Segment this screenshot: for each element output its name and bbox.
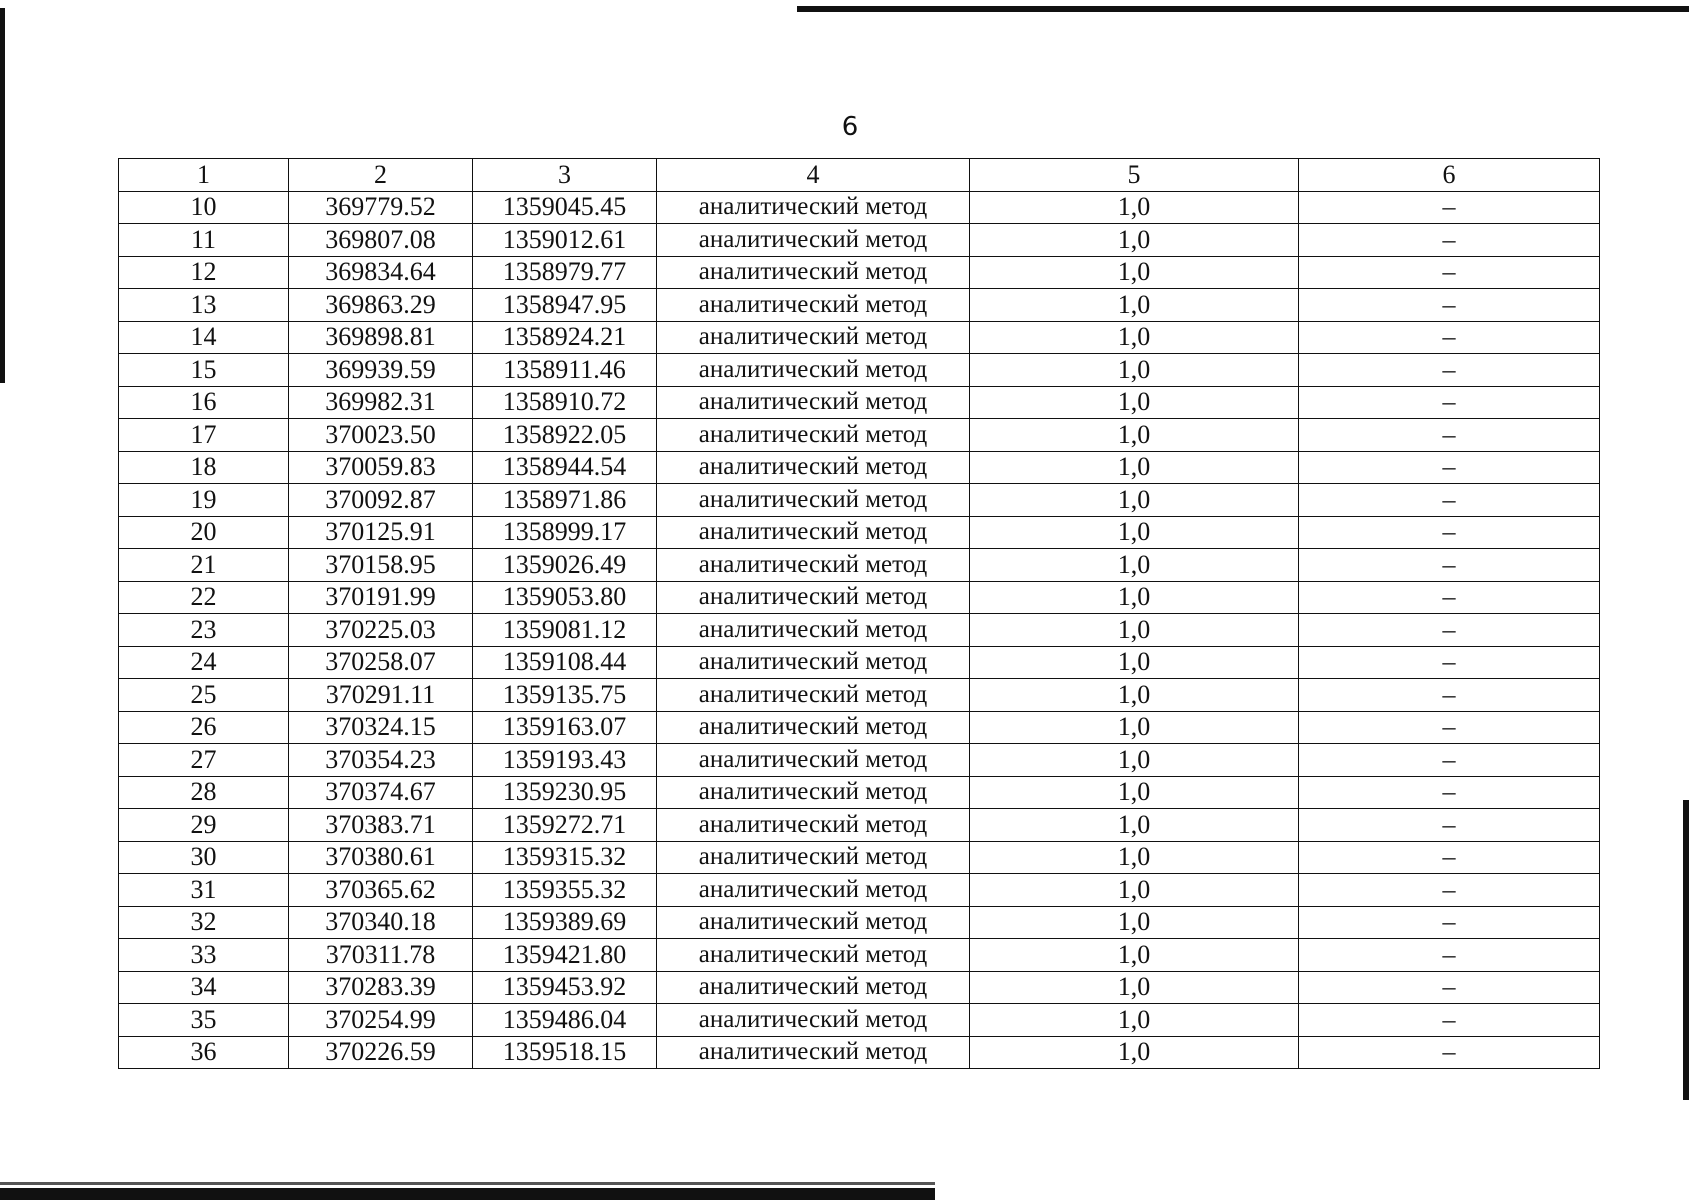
- x-coordinate-cell: 369834.64: [289, 256, 473, 289]
- accuracy-cell: 1,0: [970, 744, 1299, 777]
- method-cell: аналитический метод: [657, 289, 970, 322]
- accuracy-cell: 1,0: [970, 776, 1299, 809]
- method-cell: аналитический метод: [657, 1036, 970, 1069]
- point-number-cell: 27: [119, 744, 289, 777]
- accuracy-cell: 1,0: [970, 971, 1299, 1004]
- table-row: [119, 679, 1600, 712]
- table-row: [119, 289, 1600, 322]
- point-number-cell: 10: [119, 191, 289, 224]
- method-cell: аналитический метод: [657, 484, 970, 517]
- x-coordinate-cell: 370324.15: [289, 711, 473, 744]
- accuracy-cell: 1,0: [970, 484, 1299, 517]
- x-coordinate-cell: 369863.29: [289, 289, 473, 322]
- accuracy-cell: 1,0: [970, 906, 1299, 939]
- table-row: [119, 354, 1600, 387]
- note-cell: –: [1299, 516, 1600, 549]
- point-number-cell: 30: [119, 841, 289, 874]
- point-number-cell: 21: [119, 549, 289, 582]
- table-row: [119, 971, 1600, 1004]
- note-cell: –: [1299, 809, 1600, 842]
- y-coordinate-cell: 1358924.21: [473, 321, 657, 354]
- column-header: 4: [657, 159, 970, 192]
- y-coordinate-cell: 1359108.44: [473, 646, 657, 679]
- table-row: [119, 939, 1600, 972]
- accuracy-cell: 1,0: [970, 679, 1299, 712]
- accuracy-cell: 1,0: [970, 1036, 1299, 1069]
- note-cell: –: [1299, 906, 1600, 939]
- scan-edge-top: [797, 6, 1689, 12]
- scan-edge-left: [0, 8, 5, 383]
- column-header: 5: [970, 159, 1299, 192]
- point-number-cell: 18: [119, 451, 289, 484]
- y-coordinate-cell: 1359053.80: [473, 581, 657, 614]
- point-number-cell: 33: [119, 939, 289, 972]
- point-number-cell: 14: [119, 321, 289, 354]
- column-header: 6: [1299, 159, 1600, 192]
- table-row: [119, 224, 1600, 257]
- table-row: [119, 776, 1600, 809]
- method-cell: аналитический метод: [657, 614, 970, 647]
- method-cell: аналитический метод: [657, 386, 970, 419]
- note-cell: –: [1299, 224, 1600, 257]
- y-coordinate-cell: 1359389.69: [473, 906, 657, 939]
- note-cell: –: [1299, 191, 1600, 224]
- accuracy-cell: 1,0: [970, 614, 1299, 647]
- table-row: [119, 646, 1600, 679]
- x-coordinate-cell: 370191.99: [289, 581, 473, 614]
- table-header-row: [119, 159, 1600, 192]
- x-coordinate-cell: 370059.83: [289, 451, 473, 484]
- method-cell: аналитический метод: [657, 874, 970, 907]
- table-row: [119, 516, 1600, 549]
- point-number-cell: 31: [119, 874, 289, 907]
- x-coordinate-cell: 369807.08: [289, 224, 473, 257]
- coordinates-table: [118, 158, 1600, 1069]
- y-coordinate-cell: 1359012.61: [473, 224, 657, 257]
- note-cell: –: [1299, 451, 1600, 484]
- x-coordinate-cell: 369939.59: [289, 354, 473, 387]
- x-coordinate-cell: 370225.03: [289, 614, 473, 647]
- y-coordinate-cell: 1359272.71: [473, 809, 657, 842]
- method-cell: аналитический метод: [657, 516, 970, 549]
- method-cell: аналитический метод: [657, 971, 970, 1004]
- note-cell: –: [1299, 1004, 1600, 1037]
- method-cell: аналитический метод: [657, 354, 970, 387]
- accuracy-cell: 1,0: [970, 354, 1299, 387]
- x-coordinate-cell: 370226.59: [289, 1036, 473, 1069]
- y-coordinate-cell: 1358971.86: [473, 484, 657, 517]
- x-coordinate-cell: 370340.18: [289, 906, 473, 939]
- y-coordinate-cell: 1359026.49: [473, 549, 657, 582]
- note-cell: –: [1299, 354, 1600, 387]
- note-cell: –: [1299, 256, 1600, 289]
- table-row: [119, 256, 1600, 289]
- note-cell: –: [1299, 484, 1600, 517]
- note-cell: –: [1299, 1036, 1600, 1069]
- point-number-cell: 13: [119, 289, 289, 322]
- y-coordinate-cell: 1358979.77: [473, 256, 657, 289]
- method-cell: аналитический метод: [657, 711, 970, 744]
- point-number-cell: 22: [119, 581, 289, 614]
- note-cell: –: [1299, 841, 1600, 874]
- method-cell: аналитический метод: [657, 744, 970, 777]
- note-cell: –: [1299, 614, 1600, 647]
- point-number-cell: 32: [119, 906, 289, 939]
- note-cell: –: [1299, 581, 1600, 614]
- x-coordinate-cell: 370383.71: [289, 809, 473, 842]
- table-row: [119, 321, 1600, 354]
- method-cell: аналитический метод: [657, 939, 970, 972]
- point-number-cell: 25: [119, 679, 289, 712]
- x-coordinate-cell: 370125.91: [289, 516, 473, 549]
- point-number-cell: 19: [119, 484, 289, 517]
- x-coordinate-cell: 370158.95: [289, 549, 473, 582]
- point-number-cell: 12: [119, 256, 289, 289]
- table-row: [119, 451, 1600, 484]
- y-coordinate-cell: 1359421.80: [473, 939, 657, 972]
- accuracy-cell: 1,0: [970, 191, 1299, 224]
- x-coordinate-cell: 370380.61: [289, 841, 473, 874]
- accuracy-cell: 1,0: [970, 516, 1299, 549]
- y-coordinate-cell: 1359355.32: [473, 874, 657, 907]
- y-coordinate-cell: 1358947.95: [473, 289, 657, 322]
- method-cell: аналитический метод: [657, 191, 970, 224]
- table-row: [119, 874, 1600, 907]
- table-row: [119, 614, 1600, 647]
- y-coordinate-cell: 1359315.32: [473, 841, 657, 874]
- accuracy-cell: 1,0: [970, 256, 1299, 289]
- scan-edge-bottom-thin: [0, 1182, 935, 1185]
- note-cell: –: [1299, 386, 1600, 419]
- note-cell: –: [1299, 289, 1600, 322]
- y-coordinate-cell: 1359135.75: [473, 679, 657, 712]
- table-row: [119, 419, 1600, 452]
- table-row: [119, 581, 1600, 614]
- accuracy-cell: 1,0: [970, 419, 1299, 452]
- table-row: [119, 841, 1600, 874]
- table-row: [119, 744, 1600, 777]
- method-cell: аналитический метод: [657, 776, 970, 809]
- y-coordinate-cell: 1358910.72: [473, 386, 657, 419]
- point-number-cell: 35: [119, 1004, 289, 1037]
- accuracy-cell: 1,0: [970, 646, 1299, 679]
- table-row: [119, 906, 1600, 939]
- table-row: [119, 711, 1600, 744]
- x-coordinate-cell: 370258.07: [289, 646, 473, 679]
- accuracy-cell: 1,0: [970, 289, 1299, 322]
- method-cell: аналитический метод: [657, 321, 970, 354]
- x-coordinate-cell: 370291.11: [289, 679, 473, 712]
- y-coordinate-cell: 1359045.45: [473, 191, 657, 224]
- method-cell: аналитический метод: [657, 256, 970, 289]
- y-coordinate-cell: 1359230.95: [473, 776, 657, 809]
- x-coordinate-cell: 370354.23: [289, 744, 473, 777]
- table-row: [119, 549, 1600, 582]
- table-row: [119, 484, 1600, 517]
- y-coordinate-cell: 1359453.92: [473, 971, 657, 1004]
- note-cell: –: [1299, 679, 1600, 712]
- method-cell: аналитический метод: [657, 1004, 970, 1037]
- note-cell: –: [1299, 321, 1600, 354]
- point-number-cell: 28: [119, 776, 289, 809]
- note-cell: –: [1299, 874, 1600, 907]
- accuracy-cell: 1,0: [970, 809, 1299, 842]
- y-coordinate-cell: 1358944.54: [473, 451, 657, 484]
- accuracy-cell: 1,0: [970, 321, 1299, 354]
- point-number-cell: 23: [119, 614, 289, 647]
- accuracy-cell: 1,0: [970, 711, 1299, 744]
- column-header: 3: [473, 159, 657, 192]
- accuracy-cell: 1,0: [970, 581, 1299, 614]
- method-cell: аналитический метод: [657, 679, 970, 712]
- method-cell: аналитический метод: [657, 419, 970, 452]
- method-cell: аналитический метод: [657, 549, 970, 582]
- x-coordinate-cell: 369982.31: [289, 386, 473, 419]
- point-number-cell: 24: [119, 646, 289, 679]
- accuracy-cell: 1,0: [970, 386, 1299, 419]
- accuracy-cell: 1,0: [970, 874, 1299, 907]
- method-cell: аналитический метод: [657, 646, 970, 679]
- table-row: [119, 191, 1600, 224]
- y-coordinate-cell: 1358911.46: [473, 354, 657, 387]
- column-header: 1: [119, 159, 289, 192]
- x-coordinate-cell: 370092.87: [289, 484, 473, 517]
- y-coordinate-cell: 1359486.04: [473, 1004, 657, 1037]
- x-coordinate-cell: 370311.78: [289, 939, 473, 972]
- table-row: [119, 1004, 1600, 1037]
- point-number-cell: 16: [119, 386, 289, 419]
- y-coordinate-cell: 1359081.12: [473, 614, 657, 647]
- column-header: 2: [289, 159, 473, 192]
- point-number-cell: 15: [119, 354, 289, 387]
- x-coordinate-cell: 370023.50: [289, 419, 473, 452]
- y-coordinate-cell: 1359518.15: [473, 1036, 657, 1069]
- method-cell: аналитический метод: [657, 906, 970, 939]
- accuracy-cell: 1,0: [970, 1004, 1299, 1037]
- x-coordinate-cell: 370283.39: [289, 971, 473, 1004]
- x-coordinate-cell: 369898.81: [289, 321, 473, 354]
- y-coordinate-cell: 1359193.43: [473, 744, 657, 777]
- accuracy-cell: 1,0: [970, 224, 1299, 257]
- accuracy-cell: 1,0: [970, 841, 1299, 874]
- point-number-cell: 20: [119, 516, 289, 549]
- page-number: 6: [841, 112, 859, 142]
- table-row: [119, 1036, 1600, 1069]
- y-coordinate-cell: 1359163.07: [473, 711, 657, 744]
- x-coordinate-cell: 370374.67: [289, 776, 473, 809]
- note-cell: –: [1299, 939, 1600, 972]
- point-number-cell: 17: [119, 419, 289, 452]
- note-cell: –: [1299, 549, 1600, 582]
- note-cell: –: [1299, 744, 1600, 777]
- point-number-cell: 11: [119, 224, 289, 257]
- point-number-cell: 26: [119, 711, 289, 744]
- scan-edge-right: [1683, 800, 1689, 1100]
- point-number-cell: 36: [119, 1036, 289, 1069]
- table-row: [119, 386, 1600, 419]
- note-cell: –: [1299, 646, 1600, 679]
- note-cell: –: [1299, 776, 1600, 809]
- method-cell: аналитический метод: [657, 809, 970, 842]
- note-cell: –: [1299, 711, 1600, 744]
- x-coordinate-cell: 370365.62: [289, 874, 473, 907]
- note-cell: –: [1299, 971, 1600, 1004]
- table-row: [119, 809, 1600, 842]
- note-cell: –: [1299, 419, 1600, 452]
- x-coordinate-cell: 370254.99: [289, 1004, 473, 1037]
- scan-edge-bottom: [0, 1188, 935, 1200]
- accuracy-cell: 1,0: [970, 451, 1299, 484]
- y-coordinate-cell: 1358999.17: [473, 516, 657, 549]
- point-number-cell: 34: [119, 971, 289, 1004]
- x-coordinate-cell: 369779.52: [289, 191, 473, 224]
- accuracy-cell: 1,0: [970, 939, 1299, 972]
- method-cell: аналитический метод: [657, 581, 970, 614]
- method-cell: аналитический метод: [657, 224, 970, 257]
- method-cell: аналитический метод: [657, 841, 970, 874]
- accuracy-cell: 1,0: [970, 549, 1299, 582]
- y-coordinate-cell: 1358922.05: [473, 419, 657, 452]
- method-cell: аналитический метод: [657, 451, 970, 484]
- table-body: [119, 191, 1600, 1069]
- point-number-cell: 29: [119, 809, 289, 842]
